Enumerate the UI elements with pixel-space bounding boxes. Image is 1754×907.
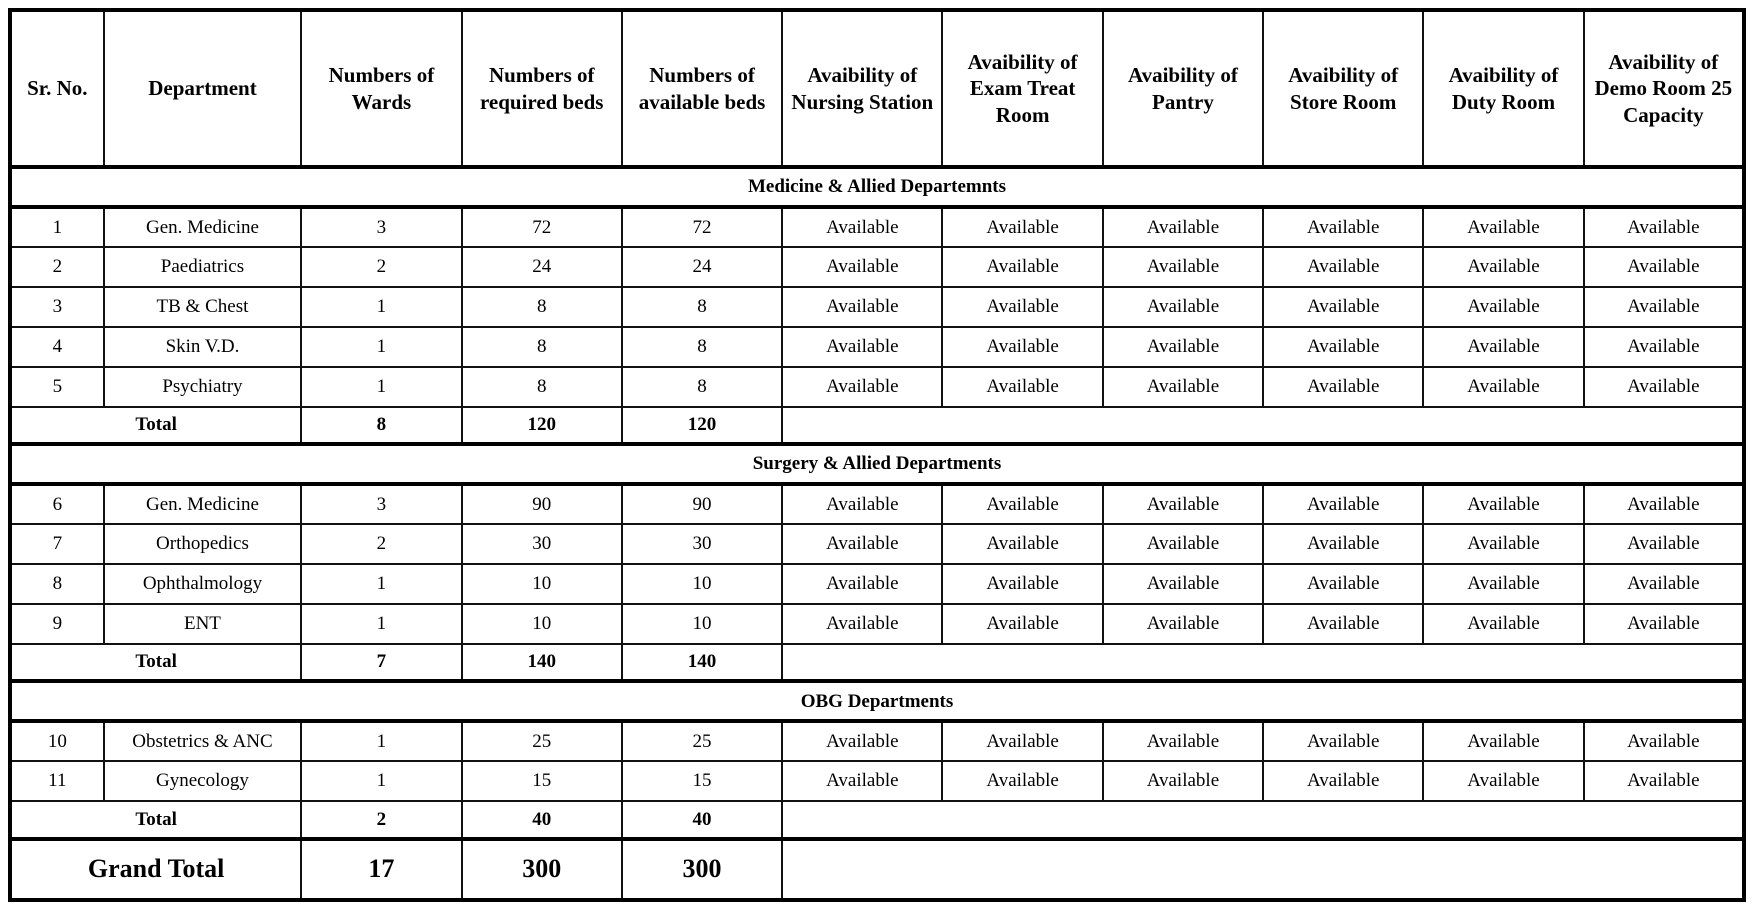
total-empty-span bbox=[782, 407, 1744, 445]
cell-sr-no: 2 bbox=[10, 247, 104, 287]
cell-department: Paediatrics bbox=[104, 247, 302, 287]
cell-availability-4: Available bbox=[1423, 524, 1583, 564]
cell-availability-5: Available bbox=[1584, 207, 1744, 247]
cell-availability-5: Available bbox=[1584, 327, 1744, 367]
column-header-1: Department bbox=[104, 10, 302, 167]
cell-required-beds: 8 bbox=[462, 367, 622, 407]
total-empty-span bbox=[782, 644, 1744, 682]
column-header-3: Numbers of required beds bbox=[462, 10, 622, 167]
section-header-row bbox=[10, 444, 1744, 484]
table-row bbox=[10, 207, 1744, 247]
cell-availability-2: Available bbox=[1103, 761, 1263, 801]
section-total-row bbox=[10, 407, 1744, 445]
column-header-0: Sr. No. bbox=[10, 10, 104, 167]
cell-sr-no: 7 bbox=[10, 524, 104, 564]
cell-availability-0: Available bbox=[782, 721, 942, 761]
cell-availability-5: Available bbox=[1584, 524, 1744, 564]
cell-department: Orthopedics bbox=[104, 524, 302, 564]
cell-availability-0: Available bbox=[782, 604, 942, 644]
grand-total-required-beds: 300 bbox=[462, 839, 622, 900]
cell-availability-1: Available bbox=[942, 761, 1102, 801]
cell-wards: 1 bbox=[301, 721, 461, 761]
cell-availability-0: Available bbox=[782, 287, 942, 327]
cell-sr-no: 3 bbox=[10, 287, 104, 327]
cell-required-beds: 90 bbox=[462, 484, 622, 524]
cell-required-beds: 8 bbox=[462, 327, 622, 367]
cell-required-beds: 25 bbox=[462, 721, 622, 761]
cell-availability-2: Available bbox=[1103, 367, 1263, 407]
cell-wards: 1 bbox=[301, 604, 461, 644]
cell-department: TB & Chest bbox=[104, 287, 302, 327]
cell-availability-3: Available bbox=[1263, 287, 1423, 327]
cell-availability-5: Available bbox=[1584, 367, 1744, 407]
table-row bbox=[10, 721, 1744, 761]
cell-availability-4: Available bbox=[1423, 247, 1583, 287]
cell-available-beds: 90 bbox=[622, 484, 782, 524]
table-row bbox=[10, 564, 1744, 604]
cell-availability-4: Available bbox=[1423, 327, 1583, 367]
grand-total-wards: 17 bbox=[301, 839, 461, 900]
cell-department: Psychiatry bbox=[104, 367, 302, 407]
section-title-1: Surgery & Allied Departments bbox=[10, 444, 1744, 484]
cell-available-beds: 15 bbox=[622, 761, 782, 801]
cell-available-beds: 10 bbox=[622, 604, 782, 644]
column-header-6: Avaibility of Exam Treat Room bbox=[942, 10, 1102, 167]
grand-total-available-beds: 300 bbox=[622, 839, 782, 900]
cell-availability-1: Available bbox=[942, 287, 1102, 327]
cell-availability-5: Available bbox=[1584, 484, 1744, 524]
cell-availability-5: Available bbox=[1584, 247, 1744, 287]
cell-availability-0: Available bbox=[782, 761, 942, 801]
cell-wards: 3 bbox=[301, 484, 461, 524]
section-title-2: OBG Departments bbox=[10, 681, 1744, 721]
total-required-beds: 120 bbox=[462, 407, 622, 445]
cell-availability-3: Available bbox=[1263, 207, 1423, 247]
cell-required-beds: 24 bbox=[462, 247, 622, 287]
cell-wards: 1 bbox=[301, 327, 461, 367]
grand-total-row bbox=[10, 839, 1744, 900]
cell-sr-no: 1 bbox=[10, 207, 104, 247]
cell-sr-no: 6 bbox=[10, 484, 104, 524]
cell-required-beds: 15 bbox=[462, 761, 622, 801]
cell-availability-4: Available bbox=[1423, 367, 1583, 407]
section-header-row bbox=[10, 681, 1744, 721]
cell-availability-5: Available bbox=[1584, 761, 1744, 801]
total-available-beds: 140 bbox=[622, 644, 782, 682]
cell-availability-3: Available bbox=[1263, 564, 1423, 604]
table-row bbox=[10, 287, 1744, 327]
cell-availability-3: Available bbox=[1263, 367, 1423, 407]
column-header-10: Avaibility of Demo Room 25 Capacity bbox=[1584, 10, 1744, 167]
cell-wards: 1 bbox=[301, 564, 461, 604]
cell-availability-3: Available bbox=[1263, 247, 1423, 287]
total-empty-span bbox=[782, 801, 1744, 839]
cell-department: Ophthalmology bbox=[104, 564, 302, 604]
cell-wards: 1 bbox=[301, 287, 461, 327]
section-total-row bbox=[10, 801, 1744, 839]
cell-availability-0: Available bbox=[782, 484, 942, 524]
table-row bbox=[10, 604, 1744, 644]
cell-required-beds: 10 bbox=[462, 564, 622, 604]
column-header-5: Avaibility of Nursing Station bbox=[782, 10, 942, 167]
cell-availability-2: Available bbox=[1103, 564, 1263, 604]
cell-availability-0: Available bbox=[782, 564, 942, 604]
column-header-2: Numbers of Wards bbox=[301, 10, 461, 167]
cell-availability-1: Available bbox=[942, 327, 1102, 367]
column-header-8: Avaibility of Store Room bbox=[1263, 10, 1423, 167]
section-total-row bbox=[10, 644, 1744, 682]
cell-availability-1: Available bbox=[942, 247, 1102, 287]
cell-available-beds: 24 bbox=[622, 247, 782, 287]
table-row bbox=[10, 367, 1744, 407]
cell-availability-2: Available bbox=[1103, 247, 1263, 287]
cell-available-beds: 25 bbox=[622, 721, 782, 761]
table-row bbox=[10, 247, 1744, 287]
cell-availability-3: Available bbox=[1263, 524, 1423, 564]
table-row bbox=[10, 524, 1744, 564]
cell-availability-3: Available bbox=[1263, 484, 1423, 524]
cell-availability-1: Available bbox=[942, 604, 1102, 644]
cell-availability-4: Available bbox=[1423, 761, 1583, 801]
cell-availability-3: Available bbox=[1263, 327, 1423, 367]
section-title-0: Medicine & Allied Departemnts bbox=[10, 167, 1744, 207]
total-label: Total bbox=[10, 801, 301, 839]
table-row bbox=[10, 761, 1744, 801]
total-available-beds: 120 bbox=[622, 407, 782, 445]
cell-availability-5: Available bbox=[1584, 287, 1744, 327]
total-available-beds: 40 bbox=[622, 801, 782, 839]
cell-sr-no: 4 bbox=[10, 327, 104, 367]
cell-availability-0: Available bbox=[782, 367, 942, 407]
cell-availability-2: Available bbox=[1103, 721, 1263, 761]
cell-availability-1: Available bbox=[942, 564, 1102, 604]
table-header bbox=[10, 10, 1744, 167]
cell-availability-2: Available bbox=[1103, 287, 1263, 327]
cell-availability-3: Available bbox=[1263, 761, 1423, 801]
column-header-row bbox=[10, 10, 1744, 167]
cell-availability-5: Available bbox=[1584, 604, 1744, 644]
grand-total-label: Grand Total bbox=[10, 839, 301, 900]
cell-required-beds: 10 bbox=[462, 604, 622, 644]
cell-availability-1: Available bbox=[942, 524, 1102, 564]
cell-availability-4: Available bbox=[1423, 207, 1583, 247]
table-row bbox=[10, 327, 1744, 367]
cell-department: Skin V.D. bbox=[104, 327, 302, 367]
cell-available-beds: 72 bbox=[622, 207, 782, 247]
cell-availability-2: Available bbox=[1103, 207, 1263, 247]
cell-availability-2: Available bbox=[1103, 604, 1263, 644]
hospital-beds-availability-table bbox=[8, 8, 1746, 902]
cell-availability-1: Available bbox=[942, 367, 1102, 407]
cell-availability-1: Available bbox=[942, 484, 1102, 524]
cell-availability-4: Available bbox=[1423, 604, 1583, 644]
cell-wards: 2 bbox=[301, 247, 461, 287]
cell-sr-no: 5 bbox=[10, 367, 104, 407]
cell-wards: 3 bbox=[301, 207, 461, 247]
cell-availability-0: Available bbox=[782, 327, 942, 367]
grand-total-empty-span bbox=[782, 839, 1744, 900]
total-required-beds: 40 bbox=[462, 801, 622, 839]
cell-department: Gynecology bbox=[104, 761, 302, 801]
cell-sr-no: 8 bbox=[10, 564, 104, 604]
cell-availability-2: Available bbox=[1103, 484, 1263, 524]
cell-availability-3: Available bbox=[1263, 604, 1423, 644]
cell-available-beds: 30 bbox=[622, 524, 782, 564]
cell-available-beds: 10 bbox=[622, 564, 782, 604]
total-label: Total bbox=[10, 407, 301, 445]
cell-availability-3: Available bbox=[1263, 721, 1423, 761]
cell-available-beds: 8 bbox=[622, 287, 782, 327]
cell-availability-5: Available bbox=[1584, 721, 1744, 761]
total-wards: 2 bbox=[301, 801, 461, 839]
total-wards: 7 bbox=[301, 644, 461, 682]
cell-availability-2: Available bbox=[1103, 327, 1263, 367]
cell-sr-no: 9 bbox=[10, 604, 104, 644]
total-label: Total bbox=[10, 644, 301, 682]
cell-availability-0: Available bbox=[782, 247, 942, 287]
cell-availability-4: Available bbox=[1423, 287, 1583, 327]
cell-department: Gen. Medicine bbox=[104, 484, 302, 524]
column-header-4: Numbers of available beds bbox=[622, 10, 782, 167]
table-row bbox=[10, 484, 1744, 524]
cell-department: Gen. Medicine bbox=[104, 207, 302, 247]
cell-required-beds: 8 bbox=[462, 287, 622, 327]
cell-availability-2: Available bbox=[1103, 524, 1263, 564]
cell-availability-0: Available bbox=[782, 207, 942, 247]
cell-availability-1: Available bbox=[942, 207, 1102, 247]
cell-availability-1: Available bbox=[942, 721, 1102, 761]
cell-availability-0: Available bbox=[782, 524, 942, 564]
cell-department: Obstetrics & ANC bbox=[104, 721, 302, 761]
cell-available-beds: 8 bbox=[622, 327, 782, 367]
cell-department: ENT bbox=[104, 604, 302, 644]
cell-availability-4: Available bbox=[1423, 721, 1583, 761]
cell-sr-no: 10 bbox=[10, 721, 104, 761]
column-header-7: Avaibility of Pantry bbox=[1103, 10, 1263, 167]
cell-wards: 2 bbox=[301, 524, 461, 564]
cell-required-beds: 72 bbox=[462, 207, 622, 247]
cell-availability-5: Available bbox=[1584, 564, 1744, 604]
total-required-beds: 140 bbox=[462, 644, 622, 682]
column-header-9: Avaibility of Duty Room bbox=[1423, 10, 1583, 167]
cell-availability-4: Available bbox=[1423, 484, 1583, 524]
cell-sr-no: 11 bbox=[10, 761, 104, 801]
table-body bbox=[10, 167, 1744, 900]
cell-availability-4: Available bbox=[1423, 564, 1583, 604]
cell-required-beds: 30 bbox=[462, 524, 622, 564]
total-wards: 8 bbox=[301, 407, 461, 445]
cell-wards: 1 bbox=[301, 367, 461, 407]
cell-available-beds: 8 bbox=[622, 367, 782, 407]
cell-wards: 1 bbox=[301, 761, 461, 801]
section-header-row bbox=[10, 167, 1744, 207]
